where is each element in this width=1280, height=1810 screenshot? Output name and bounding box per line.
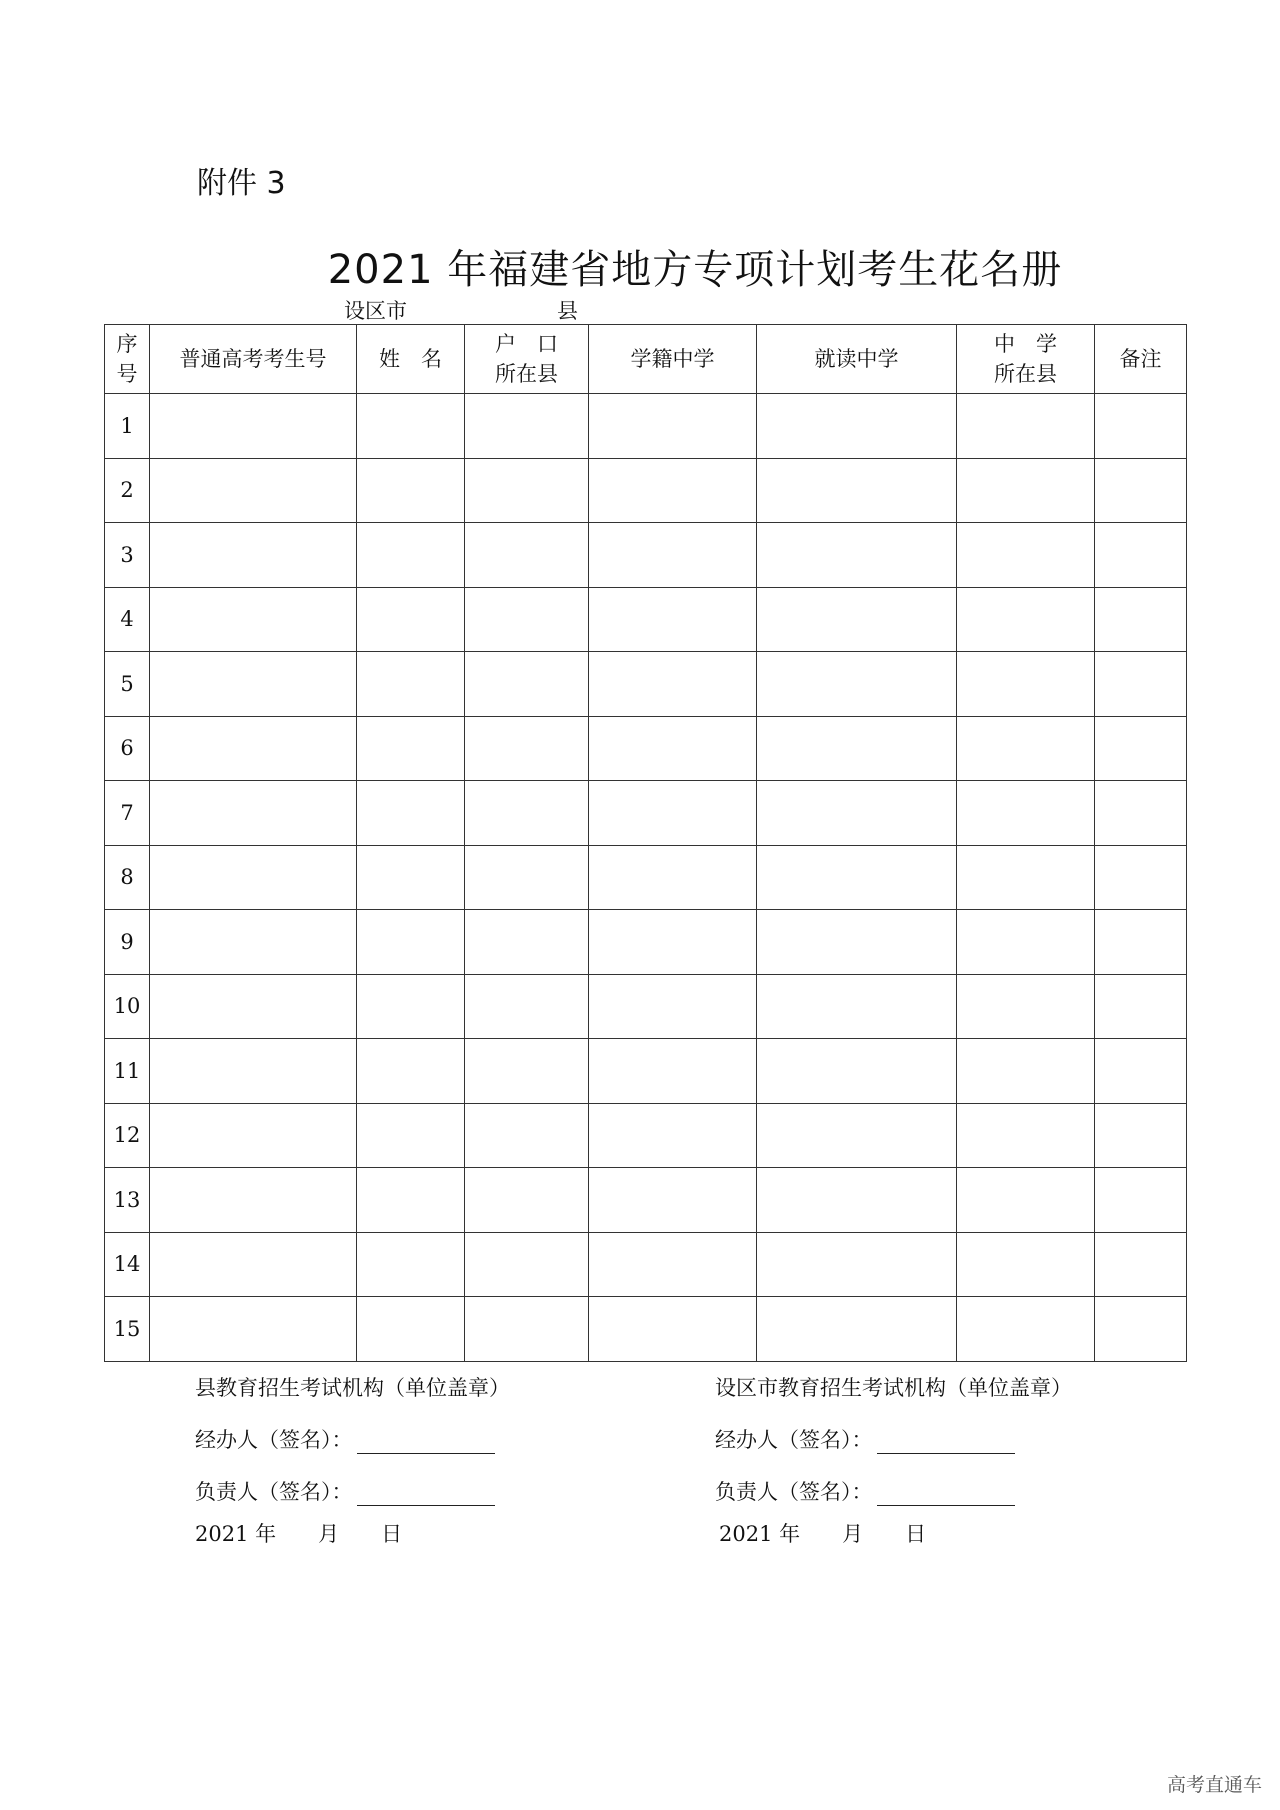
header-attending-school: 就读中学 xyxy=(757,325,957,394)
table-cell[interactable] xyxy=(1095,523,1187,588)
row-number: 1 xyxy=(105,394,150,459)
table-row xyxy=(105,910,1187,975)
table-cell[interactable] xyxy=(465,523,589,588)
table-row xyxy=(105,652,1187,717)
row-number: 7 xyxy=(105,781,150,846)
table-row xyxy=(105,781,1187,846)
row-number: 4 xyxy=(105,587,150,652)
table-row xyxy=(105,716,1187,781)
table-cell[interactable] xyxy=(957,1232,1095,1297)
table-cell[interactable] xyxy=(150,910,357,975)
table-cell[interactable] xyxy=(589,1168,757,1233)
table-cell[interactable] xyxy=(957,781,1095,846)
table-cell[interactable] xyxy=(1095,1232,1187,1297)
table-cell[interactable] xyxy=(757,1039,957,1104)
table-cell[interactable] xyxy=(465,458,589,523)
table-cell[interactable] xyxy=(957,910,1095,975)
table-cell[interactable] xyxy=(357,910,465,975)
table-cell[interactable] xyxy=(957,587,1095,652)
table-cell[interactable] xyxy=(357,523,465,588)
table-cell[interactable] xyxy=(1095,974,1187,1039)
row-number: 9 xyxy=(105,910,150,975)
header-registered-school: 学籍中学 xyxy=(589,325,757,394)
table-cell[interactable] xyxy=(957,1039,1095,1104)
table-cell[interactable] xyxy=(589,716,757,781)
table-cell[interactable] xyxy=(1095,1168,1187,1233)
attachment-label: 附件 3 xyxy=(197,166,286,201)
table-cell[interactable] xyxy=(357,1297,465,1362)
left-handler-line xyxy=(195,1424,495,1454)
table-cell[interactable] xyxy=(357,587,465,652)
row-number: 3 xyxy=(105,523,150,588)
table-cell[interactable] xyxy=(357,652,465,717)
table-cell[interactable] xyxy=(757,1297,957,1362)
table-cell[interactable] xyxy=(150,523,357,588)
table-cell[interactable] xyxy=(589,1232,757,1297)
table-row xyxy=(105,1168,1187,1233)
table-cell[interactable] xyxy=(357,458,465,523)
document-title: 2021 年福建省地方专项计划考生花名册 xyxy=(327,247,1063,293)
header-exam-number: 普通高考考生号 xyxy=(150,325,357,394)
table-cell[interactable] xyxy=(757,716,957,781)
table-body xyxy=(105,394,1187,1362)
table-cell[interactable] xyxy=(957,1168,1095,1233)
table-cell[interactable] xyxy=(465,1297,589,1362)
row-number: 13 xyxy=(105,1168,150,1233)
table-cell[interactable] xyxy=(465,1168,589,1233)
table-cell[interactable] xyxy=(1095,1039,1187,1104)
table-cell[interactable] xyxy=(465,781,589,846)
roster-table xyxy=(104,324,1187,1362)
city-blank[interactable] xyxy=(196,304,344,325)
row-number: 12 xyxy=(105,1103,150,1168)
table-cell[interactable] xyxy=(589,523,757,588)
table-cell[interactable] xyxy=(1095,1103,1187,1168)
left-handler-label: 经办人（签名）： xyxy=(195,1428,353,1452)
table-cell[interactable] xyxy=(150,394,357,459)
table-cell[interactable] xyxy=(150,1232,357,1297)
header-name: 姓 名 xyxy=(357,325,465,394)
table-cell[interactable] xyxy=(757,1103,957,1168)
header-seq: 序 号 xyxy=(105,325,150,394)
table-cell[interactable] xyxy=(357,781,465,846)
table-row xyxy=(105,974,1187,1039)
table-cell[interactable] xyxy=(589,974,757,1039)
right-responsible-label: 负责人（签名）： xyxy=(715,1480,873,1504)
row-number: 15 xyxy=(105,1297,150,1362)
right-date: 2021 年 月 日 xyxy=(719,1522,927,1546)
table-row xyxy=(105,523,1187,588)
table-cell[interactable] xyxy=(357,1039,465,1104)
right-org-line: 设区市教育招生考试机构（单位盖章） xyxy=(715,1376,1072,1400)
table-cell[interactable] xyxy=(757,781,957,846)
table-cell[interactable] xyxy=(957,974,1095,1039)
table-row xyxy=(105,1297,1187,1362)
table-cell[interactable] xyxy=(957,716,1095,781)
table-cell[interactable] xyxy=(465,845,589,910)
table-cell[interactable] xyxy=(150,1297,357,1362)
table-cell[interactable] xyxy=(1095,458,1187,523)
table-cell[interactable] xyxy=(1095,587,1187,652)
table-cell[interactable] xyxy=(465,587,589,652)
table-cell[interactable] xyxy=(957,845,1095,910)
table-cell[interactable] xyxy=(150,587,357,652)
table-cell[interactable] xyxy=(357,394,465,459)
table-cell[interactable] xyxy=(1095,716,1187,781)
row-number: 5 xyxy=(105,652,150,717)
table-cell[interactable] xyxy=(589,910,757,975)
table-cell[interactable] xyxy=(757,845,957,910)
table-cell[interactable] xyxy=(357,1168,465,1233)
table-cell[interactable] xyxy=(957,458,1095,523)
table-cell[interactable] xyxy=(1095,845,1187,910)
table-cell[interactable] xyxy=(150,652,357,717)
right-handler-line xyxy=(715,1424,1015,1454)
left-responsible-line xyxy=(195,1476,495,1506)
table-cell[interactable] xyxy=(357,716,465,781)
table-cell[interactable] xyxy=(1095,781,1187,846)
table-cell[interactable] xyxy=(150,716,357,781)
table-cell[interactable] xyxy=(465,1103,589,1168)
left-org-line: 县教育招生考试机构（单位盖章） xyxy=(195,1376,510,1400)
county-suffix: 县 xyxy=(557,299,578,323)
table-cell[interactable] xyxy=(757,974,957,1039)
row-number: 14 xyxy=(105,1232,150,1297)
city-suffix: 设区市 xyxy=(344,299,407,323)
table-cell[interactable] xyxy=(589,652,757,717)
row-number: 10 xyxy=(105,974,150,1039)
table-row xyxy=(105,1039,1187,1104)
table-cell[interactable] xyxy=(757,458,957,523)
table-cell[interactable] xyxy=(465,974,589,1039)
table-cell[interactable] xyxy=(757,1168,957,1233)
table-cell[interactable] xyxy=(589,587,757,652)
table-cell[interactable] xyxy=(757,587,957,652)
table-cell[interactable] xyxy=(357,1232,465,1297)
left-handler-blank[interactable] xyxy=(357,1433,495,1454)
table-cell[interactable] xyxy=(589,458,757,523)
table-cell[interactable] xyxy=(957,394,1095,459)
table-row xyxy=(105,1232,1187,1297)
row-number: 2 xyxy=(105,458,150,523)
table-cell[interactable] xyxy=(465,652,589,717)
table-cell[interactable] xyxy=(589,1297,757,1362)
table-cell[interactable] xyxy=(357,974,465,1039)
table-row xyxy=(105,1103,1187,1168)
table-cell[interactable] xyxy=(150,458,357,523)
right-handler-blank[interactable] xyxy=(877,1433,1015,1454)
table-cell[interactable] xyxy=(150,974,357,1039)
table-cell[interactable] xyxy=(757,1232,957,1297)
row-number: 8 xyxy=(105,845,150,910)
table-cell[interactable] xyxy=(589,781,757,846)
table-cell[interactable] xyxy=(589,1103,757,1168)
table-cell[interactable] xyxy=(150,1039,357,1104)
left-responsible-blank[interactable] xyxy=(357,1485,495,1506)
table-cell[interactable] xyxy=(957,652,1095,717)
header-school-county: 中 学 所在县 xyxy=(957,325,1095,394)
table-cell[interactable] xyxy=(1095,394,1187,459)
table-cell[interactable] xyxy=(1095,1297,1187,1362)
table-row xyxy=(105,587,1187,652)
table-cell[interactable] xyxy=(465,394,589,459)
table-cell[interactable] xyxy=(1095,910,1187,975)
row-number: 6 xyxy=(105,716,150,781)
right-responsible-line xyxy=(715,1476,1015,1506)
table-cell[interactable] xyxy=(957,1103,1095,1168)
table-cell[interactable] xyxy=(1095,652,1187,717)
left-date: 2021 年 月 日 xyxy=(195,1522,403,1546)
table-cell[interactable] xyxy=(957,1297,1095,1362)
table-cell[interactable] xyxy=(465,1039,589,1104)
table-cell[interactable] xyxy=(150,1103,357,1168)
left-responsible-label: 负责人（签名）： xyxy=(195,1480,353,1504)
table-cell[interactable] xyxy=(150,1168,357,1233)
table-cell[interactable] xyxy=(150,845,357,910)
table-cell[interactable] xyxy=(150,781,357,846)
table-cell[interactable] xyxy=(757,652,957,717)
table-cell[interactable] xyxy=(357,845,465,910)
table-cell[interactable] xyxy=(589,845,757,910)
right-handler-label: 经办人（签名）： xyxy=(715,1428,873,1452)
table-row xyxy=(105,845,1187,910)
table-cell[interactable] xyxy=(957,523,1095,588)
header-remarks: 备注 xyxy=(1095,325,1187,394)
row-number: 11 xyxy=(105,1039,150,1104)
table-cell[interactable] xyxy=(465,910,589,975)
header-hukou-county: 户 口 所在县 xyxy=(465,325,589,394)
region-line xyxy=(196,295,578,325)
table-cell[interactable] xyxy=(757,910,957,975)
table-row xyxy=(105,458,1187,523)
county-blank[interactable] xyxy=(407,304,557,325)
table-cell[interactable] xyxy=(589,394,757,459)
right-responsible-blank[interactable] xyxy=(877,1485,1015,1506)
table-cell[interactable] xyxy=(757,394,957,459)
table-cell[interactable] xyxy=(757,523,957,588)
table-cell[interactable] xyxy=(465,716,589,781)
table-cell[interactable] xyxy=(589,1039,757,1104)
table-cell[interactable] xyxy=(465,1232,589,1297)
table-row xyxy=(105,394,1187,459)
table-cell[interactable] xyxy=(357,1103,465,1168)
watermark: 高考直通车 xyxy=(1166,1774,1262,1796)
table-header-row xyxy=(105,325,1187,394)
